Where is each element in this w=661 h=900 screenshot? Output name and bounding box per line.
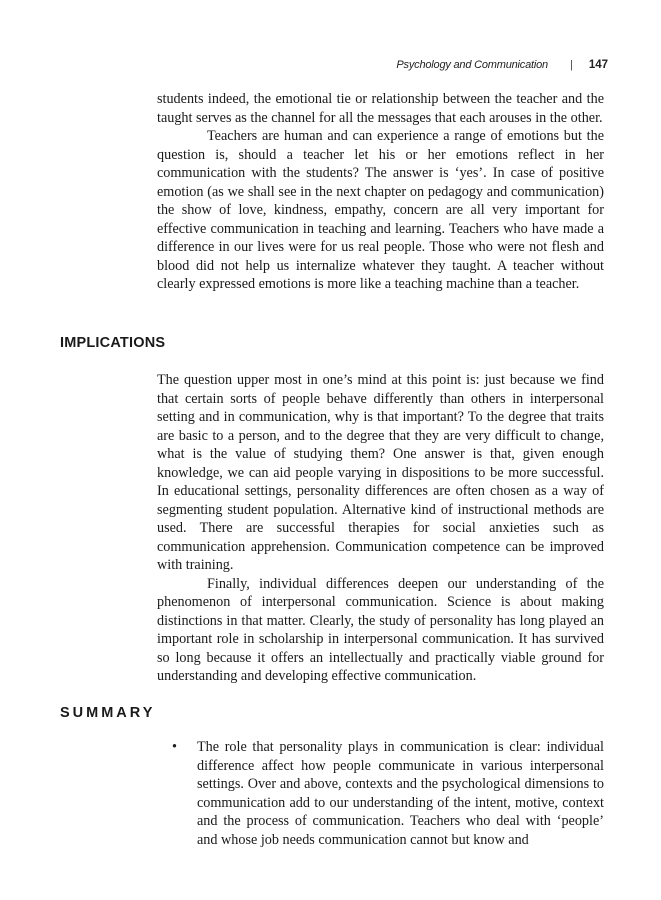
- intro-section: [157, 90, 604, 294]
- list-item-text: The role that personality plays in communication is clear: individual difference affect how people communicate in various interpersonal settings. Over and above, contexts and the psychological dimensions to communication add to our understanding of the intent, motive, context and the process of communication. Teachers who deal with ‘people’ and whose job needs communication cannot but know and: [197, 739, 604, 848]
- implications-section: [157, 371, 604, 686]
- section-heading-summary: SUMMARY: [60, 705, 156, 721]
- running-head-title: Psychology and Communication: [396, 59, 548, 71]
- paragraph: Finally, individual differences deepen our understanding of the phenomenon of interpersonal communication. Science is about making distinctions in that matter. Clearly, the study of personality has long played an important role in scholarship in interpersonal communication. It has survived so long because it offers an intellectually and practically viable ground for understanding and developing effective communication.: [157, 575, 604, 684]
- paragraph: students indeed, the emotional tie or relationship between the teacher and the taught serves as the channel for all the messages that each arouses in the other.: [157, 91, 604, 126]
- running-head-separator: |: [569, 59, 573, 71]
- paragraph: The question upper most in one’s mind at this point is: just because we find that certain sorts of people behave differently than others in interpersonal setting and in communication, why is that important? To the degree that traits are basic to a person, and to the degree that they are very difficult to change, what is the value of studying them? One answer is that, given enough knowledge, we can aid people varying in dispositions to be more successful. In educational settings, personality differences are often chosen as a way of segmenting student population. Alternative kind of instructional methods are used. There are successful therapies for social anxieties such as communication apprehension. Communication competence can be improved with training.: [157, 372, 604, 573]
- paragraph: Teachers are human and can experience a range of emotions but the question is, should a teacher let his or her emotions reflect in her communication with the students? The answer is ‘yes’. In case of positive emotion (as we shall see in the next chapter on pedagogy and communication) the show of love, kindness, empathy, concern are all very important for effective communication in teaching and learning. Teachers who have made a difference in our lives were for us real people. Those who were not flesh and blood did not help us internalize whatever they taught. A teacher without clearly expressed emotions is more like a teaching machine than a teacher.: [157, 128, 604, 292]
- page-number: 147: [588, 59, 608, 71]
- section-heading-implications: IMPLICATIONS: [60, 335, 166, 351]
- running-head: [396, 59, 608, 71]
- list-item: [172, 738, 604, 849]
- bullet-icon: •: [172, 739, 177, 755]
- summary-bullet-list: [172, 738, 604, 849]
